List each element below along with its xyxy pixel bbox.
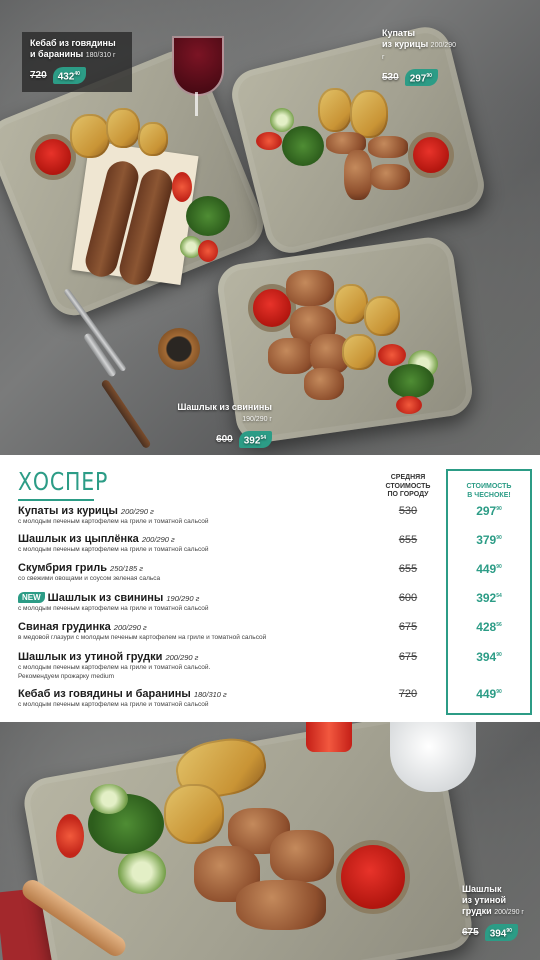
avg-price: 655: [398, 534, 418, 546]
garlic-price: [448, 620, 530, 634]
wine-glass-stem: [195, 92, 198, 116]
milk-jug: [390, 722, 476, 792]
new-price-badge: [405, 69, 438, 86]
header-line: В ЧЕСНОКЕ!: [467, 491, 511, 499]
title-underline: [18, 499, 94, 501]
price-value: 449: [476, 562, 497, 576]
garlic-price: [448, 591, 530, 605]
item-weight: 200/290 г: [165, 653, 199, 662]
item-description-note: Рекомендуем прожарку medium: [18, 673, 115, 680]
avg-price: 530: [398, 505, 418, 517]
grilled-potato: [318, 88, 352, 132]
old-price: 530: [382, 72, 399, 84]
caption-price-row: [462, 924, 534, 941]
pork-piece: [268, 338, 314, 374]
caption-name: Шашлык из свинины: [177, 402, 272, 412]
menu-item: [18, 533, 438, 554]
grilled-potato: [364, 296, 400, 336]
bottom-food-photo: [0, 722, 540, 960]
item-description: с молодым печеным картофелем на гриле и томатной сальсой: [18, 546, 209, 553]
caption-weight: 180/310 г: [85, 52, 116, 59]
pork-caption: [150, 402, 272, 448]
avg-price: 675: [398, 621, 418, 633]
greens: [388, 364, 434, 398]
tomato-salsa-bowl: [336, 840, 410, 914]
tomato-slice: [172, 172, 192, 202]
menu-section: [0, 455, 540, 722]
menu-item: [18, 651, 438, 681]
item-name: Скумбрия гриль: [18, 562, 107, 574]
duck-piece: [270, 830, 334, 882]
price-kopecks: 90: [496, 506, 502, 512]
grilled-potato: [106, 108, 140, 148]
avg-price: 720: [398, 688, 418, 700]
greens: [186, 196, 230, 236]
caption-price-row: [30, 67, 124, 84]
garlic-price: [448, 533, 530, 547]
price-kopecks: 90: [496, 652, 502, 658]
price-value: 297: [476, 504, 497, 518]
cucumber-slice: [118, 850, 166, 894]
tomato-slice: [378, 344, 406, 366]
item-name: Шашлык из свинины: [47, 592, 164, 604]
caption-weight: 190/290 г: [242, 416, 272, 423]
item-description: с молодым печеным картофелем на гриле и томатной сальсой: [18, 701, 209, 708]
item-description: со свежими овощами и соусом зеленая сальса: [18, 575, 161, 582]
header-line: СТОИМОСТЬ: [385, 482, 431, 490]
caption-name: Шашлык: [462, 884, 502, 894]
item-name: Шашлык из утиной грудки: [18, 651, 163, 663]
item-weight: 180/310 г: [193, 690, 227, 699]
menu-item: [18, 592, 438, 613]
item-description: в медовой глазури с молодым печеным картофелем на гриле и томатной сальсой: [18, 634, 267, 641]
grilled-potato: [350, 90, 388, 138]
price-kopecks: 90: [496, 564, 502, 570]
item-description: с молодым печеным картофелем на гриле и томатной сальсой: [18, 518, 209, 525]
garlic-price-header: [448, 483, 530, 500]
garlic-price: [448, 504, 530, 518]
price-value: 392: [476, 591, 497, 605]
price-kopecks: 90: [496, 689, 502, 695]
caption-price-row: [382, 69, 456, 86]
price-value: 394: [476, 650, 497, 664]
tomato-slice: [56, 814, 84, 858]
price-value: 297: [409, 73, 427, 85]
header-line: ПО ГОРОДУ: [387, 491, 429, 498]
price-value: 392: [243, 435, 261, 447]
caption-weight: 200/290 г: [494, 909, 524, 916]
menu-item: [18, 505, 438, 526]
kupaty-caption: [382, 28, 456, 86]
grilled-potato: [334, 284, 368, 324]
avg-price: 675: [398, 651, 418, 663]
avg-price: 655: [398, 563, 418, 575]
new-price-badge: [239, 431, 272, 448]
menu-item: [18, 621, 438, 642]
price-value: 449: [476, 687, 497, 701]
header-line: СРЕДНЯЯ: [390, 474, 426, 481]
grilled-potato: [70, 114, 110, 158]
price-kopecks: 40: [74, 71, 80, 77]
tomato-slice: [256, 132, 282, 150]
item-name: Купаты из курицы: [18, 505, 118, 517]
price-kopecks: 56: [496, 622, 502, 628]
new-price-badge: [53, 67, 86, 84]
item-weight: 190/290 г: [166, 594, 200, 603]
caption-name: из утиной: [462, 895, 507, 905]
avg-price-header: [376, 474, 440, 500]
pepper-bowl: [158, 328, 200, 370]
price-kopecks: 90: [506, 928, 512, 934]
price-kopecks: 90: [426, 73, 432, 79]
tomato-salsa-bowl: [30, 134, 76, 180]
item-description: с молодым печеным картофелем на гриле и томатной сальсой: [18, 605, 209, 612]
tomato-slice: [396, 396, 422, 414]
menu-title: ХОСПЕР: [18, 467, 109, 496]
greens: [282, 126, 324, 166]
item-name: Шашлык из цыплёнка: [18, 533, 139, 545]
wine-glass: [172, 36, 224, 96]
price-value: 432: [57, 71, 75, 83]
pork-piece: [286, 270, 334, 306]
duck-caption: [462, 884, 534, 941]
price-value: 394: [489, 928, 507, 940]
top-food-photo: [0, 0, 540, 455]
grilled-potato: [138, 122, 168, 156]
caption-name: и баранины: [30, 49, 84, 59]
chicken-sausage: [368, 136, 408, 158]
old-price: 675: [462, 927, 479, 939]
grilled-potato: [164, 784, 224, 844]
price-value: 428: [476, 620, 497, 634]
grilled-potato: [342, 334, 376, 370]
tomato-slice: [198, 240, 218, 262]
new-badge: NEW: [18, 592, 45, 603]
kebab-caption: [22, 32, 132, 92]
sauce-bottle: [306, 722, 352, 752]
menu-item: [18, 688, 438, 709]
header-line: СТОИМОСТЬ: [466, 483, 512, 490]
item-weight: 200/290 г: [141, 535, 175, 544]
garlic-price: [448, 562, 530, 576]
caption-name: из курицы: [382, 39, 429, 49]
pork-piece: [304, 368, 344, 400]
duck-piece: [236, 880, 326, 930]
caption-name: Кебаб из говядины: [30, 38, 116, 48]
price-kopecks: 90: [496, 535, 502, 541]
cucumber-slice: [90, 784, 128, 814]
garlic-price: [448, 687, 530, 701]
price-value: 379: [476, 533, 497, 547]
price-kopecks: 54: [260, 435, 266, 441]
item-description: с молодым печеным картофелем на гриле и томатной сальсой.: [18, 664, 211, 671]
menu-item: [18, 562, 438, 583]
caption-name: Купаты: [382, 28, 416, 38]
item-weight: 200/290 г: [120, 507, 154, 516]
price-kopecks: 54: [496, 593, 502, 599]
chicken-sausage: [370, 164, 410, 190]
old-price: 600: [216, 434, 233, 446]
caption-name: грудки: [462, 906, 492, 916]
item-name: Кебаб из говядины и баранины: [18, 688, 191, 700]
item-name: Свиная грудинка: [18, 621, 111, 633]
old-price: 720: [30, 70, 47, 82]
caption-weight: 200/290 г: [382, 42, 456, 61]
tomato-salsa-bowl: [408, 132, 454, 178]
avg-price: 600: [398, 592, 418, 604]
item-weight: 200/290 г: [113, 623, 147, 632]
new-price-badge: [485, 924, 518, 941]
item-weight: 250/185 г: [110, 564, 143, 573]
caption-price-row: [150, 431, 272, 448]
chicken-sausage: [344, 150, 372, 200]
garlic-price: [448, 650, 530, 664]
knife-handle: [100, 379, 151, 450]
